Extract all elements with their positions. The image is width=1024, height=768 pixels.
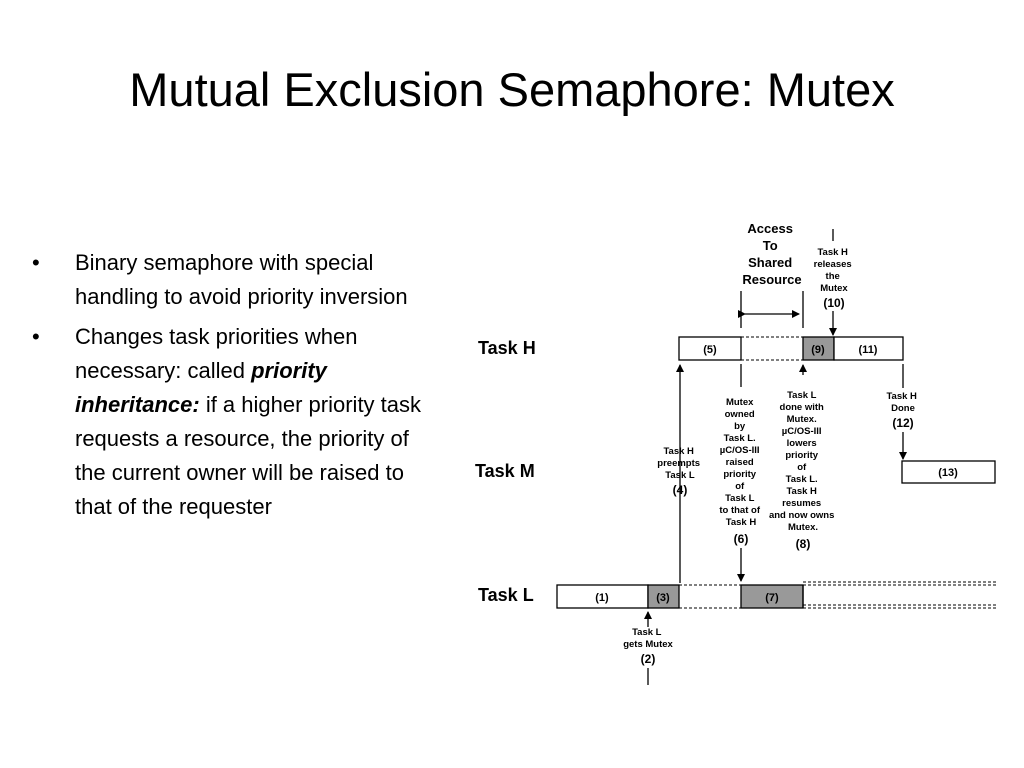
- priority-inheritance-diagram: [470, 215, 1000, 695]
- task-h-done-text: Task H Done: [886, 391, 917, 414]
- block-5-label: (5): [703, 344, 717, 356]
- task-l-label: Task L: [478, 585, 534, 605]
- access-shared-resource-text: Access To Shared Resource: [742, 221, 802, 287]
- task-h-preempts-text: Task H preempts Task L: [657, 446, 701, 481]
- bullet-text: Binary semaphore with special handling to avoid priority inversion: [75, 250, 408, 309]
- task-h-label: Task H: [478, 338, 536, 358]
- label-6: (6): [733, 532, 749, 546]
- label-10: (10): [823, 296, 845, 310]
- mutex-owned-text: Mutex owned by Task L. µC/OS-III raised priority of Task L to that of Task H: [719, 397, 760, 528]
- block-1-label: (1): [595, 592, 609, 604]
- bullet-dot: •: [32, 324, 40, 349]
- block-7-label: (7): [765, 592, 779, 604]
- bullet-item: [32, 320, 422, 524]
- block-11-label: (11): [858, 344, 878, 356]
- bullet-list: [32, 246, 422, 530]
- slide-title: Mutual Exclusion Semaphore: Mutex: [129, 63, 895, 116]
- task-h-releases-text: Task H releases the Mutex: [813, 247, 852, 294]
- label-8: (8): [795, 537, 811, 551]
- task-m-label: Task M: [475, 461, 535, 481]
- bullet-item: [32, 246, 422, 314]
- block-13-label: (13): [938, 467, 958, 479]
- label-2: (2): [640, 652, 656, 666]
- label-12: (12): [892, 416, 914, 430]
- bullet-dot: •: [32, 250, 40, 275]
- block-3-label: (3): [656, 592, 670, 604]
- emphasized-term: priority inheritance:: [75, 358, 327, 417]
- task-l-done-text: Task L done with Mutex. µC/OS-III lowers priority of Task L. Task H resumes and now owns Mutex.: [768, 390, 835, 533]
- task-l-gets-mutex-text: Task L gets Mutex: [623, 627, 673, 650]
- block-9-label: (9): [811, 344, 825, 356]
- bullet-text: Changes task priorities when necessary: called: [75, 324, 358, 383]
- label-4: (4): [672, 483, 688, 497]
- bullet-text: if a higher priority task requests a resource, the priority of the current owner will be raised to that of the requester: [75, 392, 422, 519]
